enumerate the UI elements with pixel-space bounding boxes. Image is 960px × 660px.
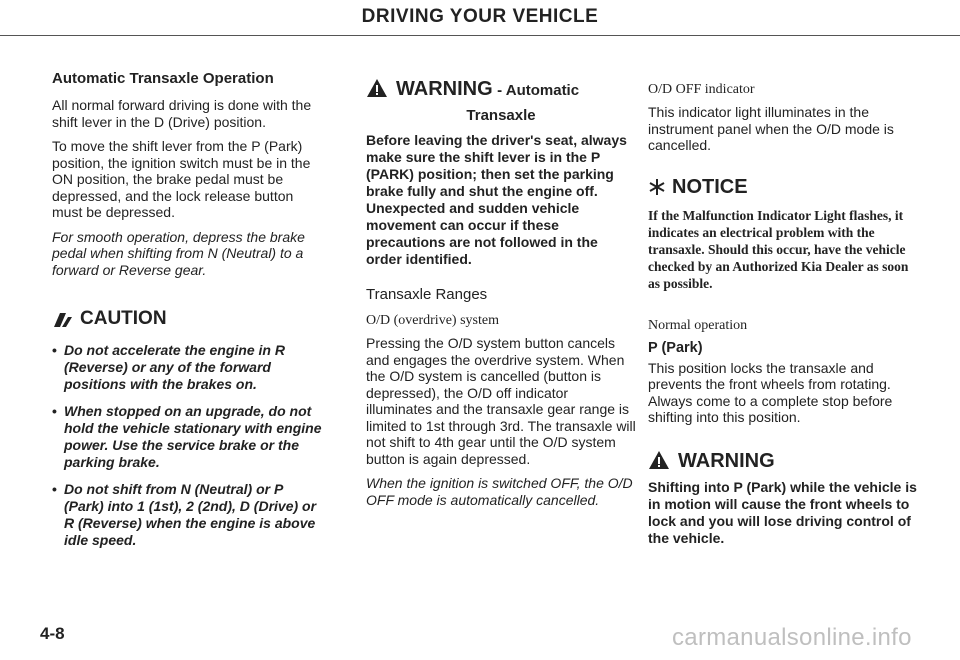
header-rule bbox=[0, 35, 960, 36]
watermark: carmanualsonline.info bbox=[672, 624, 912, 651]
warning-title: WARNING bbox=[678, 449, 775, 472]
section-heading-automatic-transaxle: Automatic Transaxle Operation bbox=[52, 70, 274, 87]
paragraph-od-off-indicator: This indicator light illuminates in the instrument panel when the O/D mode is cancelled. bbox=[648, 104, 894, 153]
paragraph-shift-from-park: To move the shift lever from the P (Park) position, the ignition switch must be in the ON position, the brake pedal must be depressed, and the lock release button must be depressed. bbox=[52, 138, 311, 220]
caution-icon bbox=[52, 309, 74, 329]
column-middle bbox=[366, 70, 636, 516]
page-number: 4-8 bbox=[40, 624, 65, 643]
paragraph-smooth-operation: For smooth operation, depress the brake pedal when shifting from N (Neutral) to a forward or Reverse gear. bbox=[52, 228, 305, 278]
subheading-od-system: O/D (overdrive) system bbox=[366, 313, 499, 328]
page-header: DRIVING YOUR VEHICLE bbox=[361, 6, 599, 27]
warning-icon bbox=[648, 450, 670, 470]
column-right bbox=[648, 70, 923, 547]
section-heading-transaxle-ranges: Transaxle Ranges bbox=[366, 286, 488, 303]
caution-title: CAUTION bbox=[80, 308, 167, 329]
warning-header-automatic bbox=[366, 78, 636, 101]
paragraph-normal-driving: All normal forward driving is done with the shift lever in the D (Drive) position. bbox=[52, 97, 312, 130]
subheading-od-off-indicator: O/D OFF indicator bbox=[648, 82, 755, 97]
caution-list bbox=[52, 342, 322, 549]
notice-title: NOTICE bbox=[672, 175, 748, 198]
column-left bbox=[52, 70, 322, 559]
warning-subtitle: - Automatic bbox=[497, 82, 580, 99]
heading-park: P (Park) bbox=[648, 339, 703, 356]
caution-item: • When stopped on an upgrade, do not hold the vehicle stationary with engine power. Use the service brake or the parking brake. bbox=[52, 403, 322, 471]
warning-icon bbox=[366, 78, 388, 98]
paragraph-park: This position locks the transaxle and prevents the front wheels from rotating. Always come to a complete stop before shifting into this position. bbox=[648, 359, 893, 425]
caution-item: • Do not shift from N (Neutral) or P (Park) into 1 (1st), 2 (2nd), D (Drive) or R (Reverse) when the engine is above idle speed. bbox=[52, 481, 322, 549]
notice-header bbox=[648, 176, 923, 199]
warning-title: WARNING bbox=[396, 78, 493, 100]
caution-item: • Do not accelerate the engine in R (Reverse) or any of the forward positions with the brakes on. bbox=[52, 342, 322, 393]
caution-header bbox=[52, 308, 322, 330]
notice-asterisk-icon bbox=[648, 178, 666, 196]
notice-body: If the Malfunction Indicator Light flashes, it indicates an electrical problem with the transaxle. Should this occur, have the vehicle checked by an Authorized Kia Dealer as soon as possible. bbox=[648, 207, 909, 291]
paragraph-od-system: Pressing the O/D system button cancels and engages the overdrive system. When the O/D system is cancelled (button is depressed), the O/D off indicator illuminates and the transaxle gear range is limited to 1st through 3rd. The transaxle will not shift to 4th gear until the O/D system button is again depressed. bbox=[366, 335, 636, 467]
warning-body-park: Shifting into P (Park) while the vehicle is in motion will cause the front wheels to lock and you will lose driving control of the vehicle. bbox=[648, 478, 917, 546]
paragraph-od-note: When the ignition is switched OFF, the O/D OFF mode is automatically cancelled. bbox=[366, 475, 633, 508]
warning-header-park bbox=[648, 450, 923, 473]
warning-subtitle-continued: Transaxle bbox=[466, 107, 536, 124]
subheading-normal-operation: Normal operation bbox=[648, 317, 748, 333]
warning-body: Before leaving the driver's seat, always make sure the shift lever is in the P (PARK) position; then set the parking brake fully and shut the engine off. Unexpected and sudden vehicle movement can occur if these precautions are not followed in the order identified. bbox=[366, 132, 627, 267]
